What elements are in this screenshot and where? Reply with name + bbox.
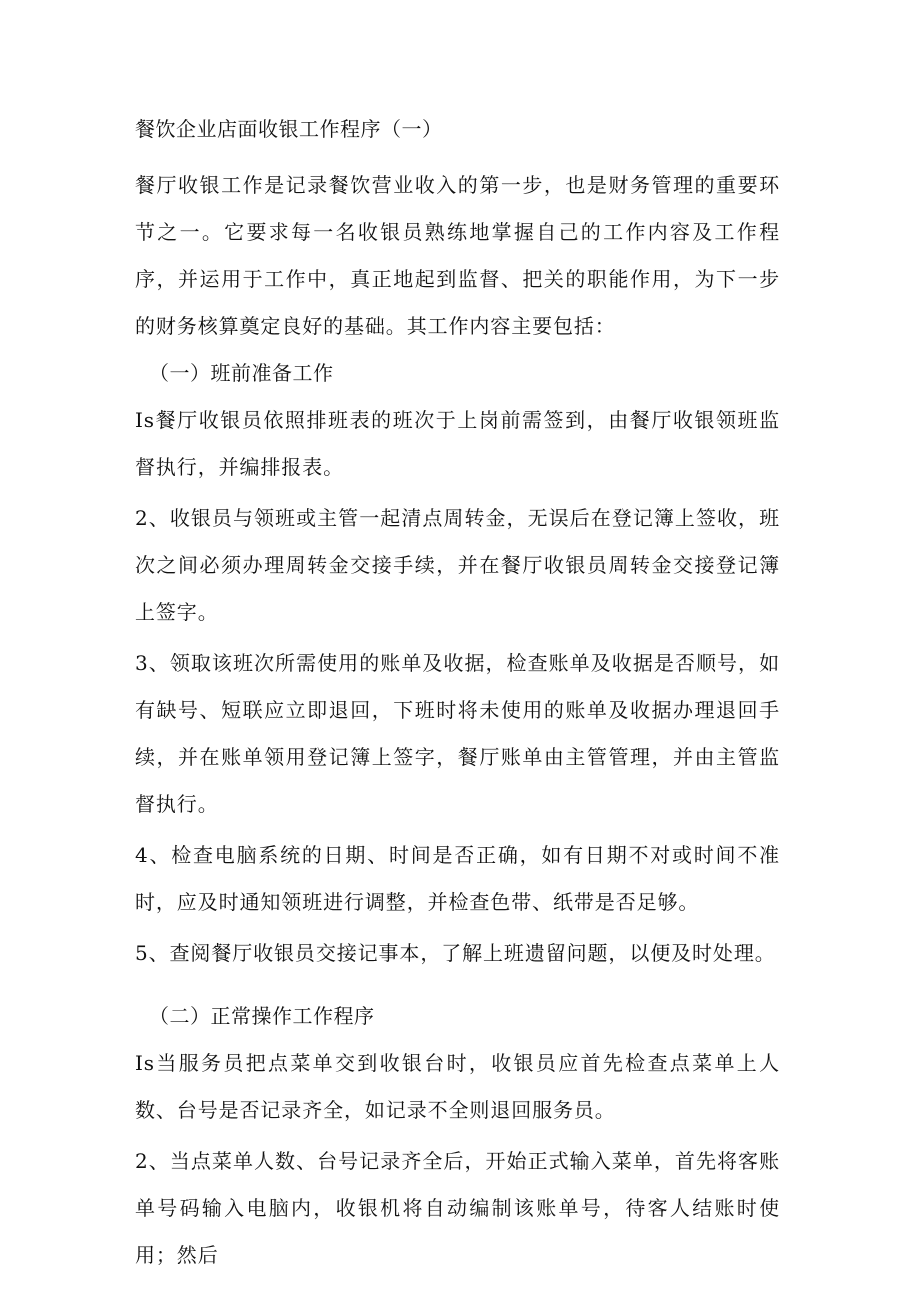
pre-shift-item-3: 3、领取该班次所需使用的账单及收据，检查账单及收据是否顺号，如有缺号、短联应立即退回，下班时将未使用的账单及收据办理退回手续，并在账单领用登记簿上签字，餐厅账单由主管管理，并由主管监督执行。 — [135, 651, 780, 816]
pre-shift-item-2: 2、收银员与领班或主管一起清点周转金，无误后在登记簿上签收，班次之间必须办理周转金交接手续，并在餐厅收银员周转金交接登记簿上签字。 — [135, 506, 780, 624]
section-heading-pre-shift: （一）班前准备工作 — [149, 361, 334, 385]
intro-paragraph: 餐厅收银工作是记录餐饮营业收入的第一步，也是财务管理的重要环节之一。它要求每一名收银员熟练地掌握自己的工作内容及工作程序，并运用于工作中，真正地起到监督、把关的职能作用，为下一步的财务核算奠定良好的基础。其工作内容主要包括： — [135, 173, 780, 338]
operation-item-2: 2、当点菜单人数、台号记录齐全后，开始正式输入菜单，首先将客账单号码输入电脑内，收银机将自动编制该账单号，待客人结账时使用；然后 — [135, 1149, 780, 1267]
document-title: 餐饮企业店面收银工作程序（一） — [135, 117, 443, 141]
operation-item-1: Is当服务员把点菜单交到收银台时，收银员应首先检查点菜单上人数、台号是否记录齐全，如记录不全则退回服务员。 — [135, 1051, 780, 1122]
pre-shift-item-5: 5、查阅餐厅收银员交接记事本，了解上班遗留问题，以便及时处理。 — [135, 941, 776, 965]
pre-shift-item-1: Is餐厅收银员依照排班表的班次于上岗前需签到，由餐厅收银领班监督执行，并编排报表。 — [135, 408, 780, 479]
section-heading-normal-operation: （二）正常操作工作程序 — [149, 1004, 375, 1028]
pre-shift-item-4: 4、检查电脑系统的日期、时间是否正确，如有日期不对或时间不准时，应及时通知领班进行调整，并检查色带、纸带是否足够。 — [135, 843, 780, 914]
